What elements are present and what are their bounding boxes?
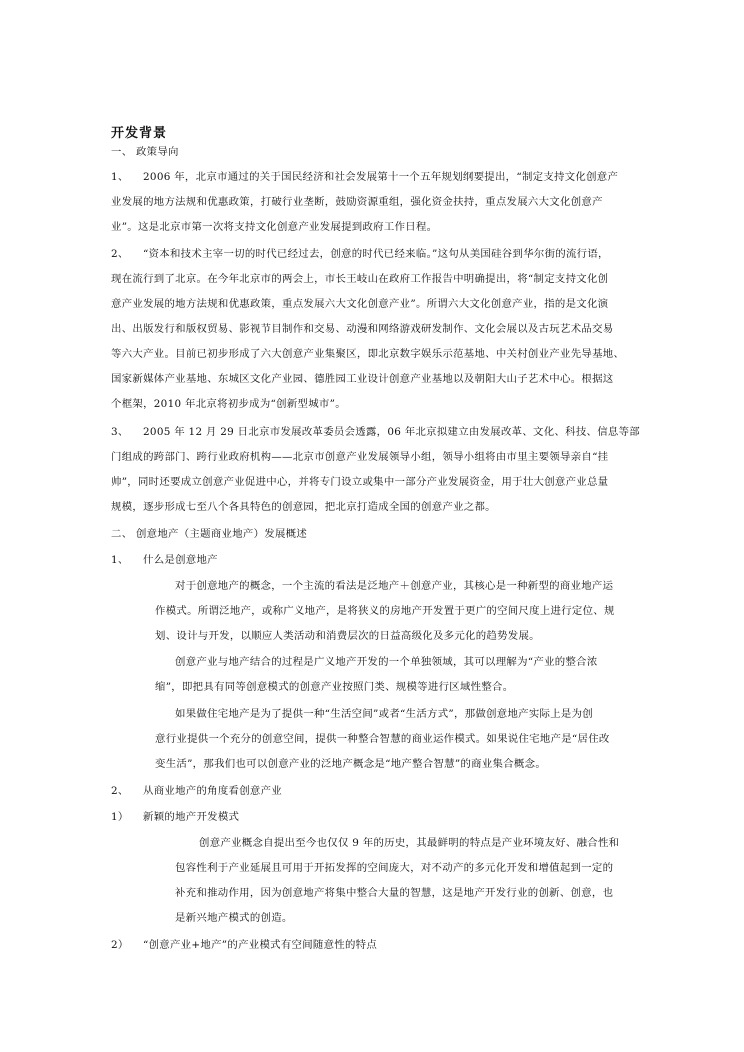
subheading-what-is: 1、 什么是创意地产 (111, 554, 218, 566)
paragraph-3: 3、 2005 年 12 月 29 日北京市发展改革委员会透露，06 年北京拟建立由发展改革、文化、科技、信息等部 门组成的跨部门、跨行业政府机构——北京市创意产业发展领导小组，领导小组将由市里主要领导亲自“挂 帅”，同时还要成立创意产业促进中心，并将专门设立或集中一部分产业发展资金，用于壮大创意产业总量 规模，逐步形成七至八个各具特色的创意园，把北京打造成全国的创意产业之都。 (111, 420, 636, 520)
doc-title: 开发背景 (111, 126, 168, 141)
paragraph-1: 1、 2006 年，北京市通过的关于国民经济和社会发展第十一个五年规划纲要提出，“制定支持文化创意产 业发展的地方法规和优惠政策，打破行业垄断，鼓励资源重组，强化资金扶持，重点发展六大文化创意产 业”。这是北京市第一次将支持文化创意产业发展提到政府工作日程。 (111, 165, 636, 240)
paragraph-4: 对于创意地产的概念，一个主流的看法是泛地产＋创意产业，其核心是一种新型的商业地产运 作模式。所谓泛地产，或称广义地产，是将狭义的房地产开发置于更广的空间尺度上进行定位、规 划、设计与开发，以顺应人类活动和消费层次的日益高级化及多元化的趋势发展。 (155, 580, 615, 642)
paragraph-5: 创意产业与地产结合的过程是广义地产开发的一个单独领域，其可以理解为“产业的整合浓 缩”，即把具有同等创意模式的创意产业按照门类、规模等进行区域性整合。 (155, 656, 598, 693)
paragraph-number: 2、 (111, 248, 129, 260)
subheading-commercial-view: 2、 从商业地产的角度看创意产业 (111, 785, 282, 797)
paragraph-6: 如果做住宅地产是为了提供一种“生活空间”或者“生活方式”，那做创意地产实际上是为创 意行业提供一个充分的创意空间，提供一种整合智慧的商业运作模式。如果说住宅地产是“居住改 变生活”，那我们也可以创意产业的泛地产概念是“地产整合智慧”的商业集合概念。 (155, 708, 610, 770)
paragraph-number: 1、 (111, 171, 129, 183)
subheading-new-model: 1） 新颖的地产开发模式 (111, 811, 240, 823)
paragraph-2: 2、 “资本和技术主宰一切的时代已经过去，创意的时代已经来临。”这句从美国硅谷到华尔街的流行语， 现在流行到了北京。在今年北京市的两会上，市长王岐山在政府工作报告中明确提出，将“制定支持文化创 意产业发展的地方法规和优惠政策，重点发展六大文化创意产业”。所谓六大文化创意产业，指的是文化演 出、出版发行和版权贸易、影视节目制作和交易、动漫和网络游戏研发制作、文化会展以及古玩艺术品交易 等六大产业。目前已初步形成了六大创意产业集聚区，即北京数字娱乐示范基地、中关村创业产业先导基地、 国家新媒体产业基地、东城区文化产业园、德胜园工业设计创意产业基地以及朝阳大山子艺术中心。根据这 个框架，2010 年北京将初步成为“创新型城市”。 (111, 242, 636, 417)
section-heading-creative-realestate: 二、 创意地产（主题商业地产）发展概述 (111, 528, 308, 540)
subheading-spatial: 2） “创意产业+地产”的产业模式有空间随意性的特点 (111, 939, 378, 951)
paragraph-7: 创意产业概念自提出至今也仅仅 9 年的历史，其最鲜明的特点是产业环境友好、融合性和 包容性利于产业延展且可用于开拓发挥的空间庞大，对不动产的多元化开发和增值起到一定的 补充和推动作用，因为创意地产将集中整合大量的智慧，这是地产开发行业的创新、创意，也 是新兴地产模式的创造。 (175, 837, 620, 924)
section-heading-policy: 一、 政策导向 (111, 146, 179, 158)
paragraph-number: 3、 (111, 426, 129, 438)
